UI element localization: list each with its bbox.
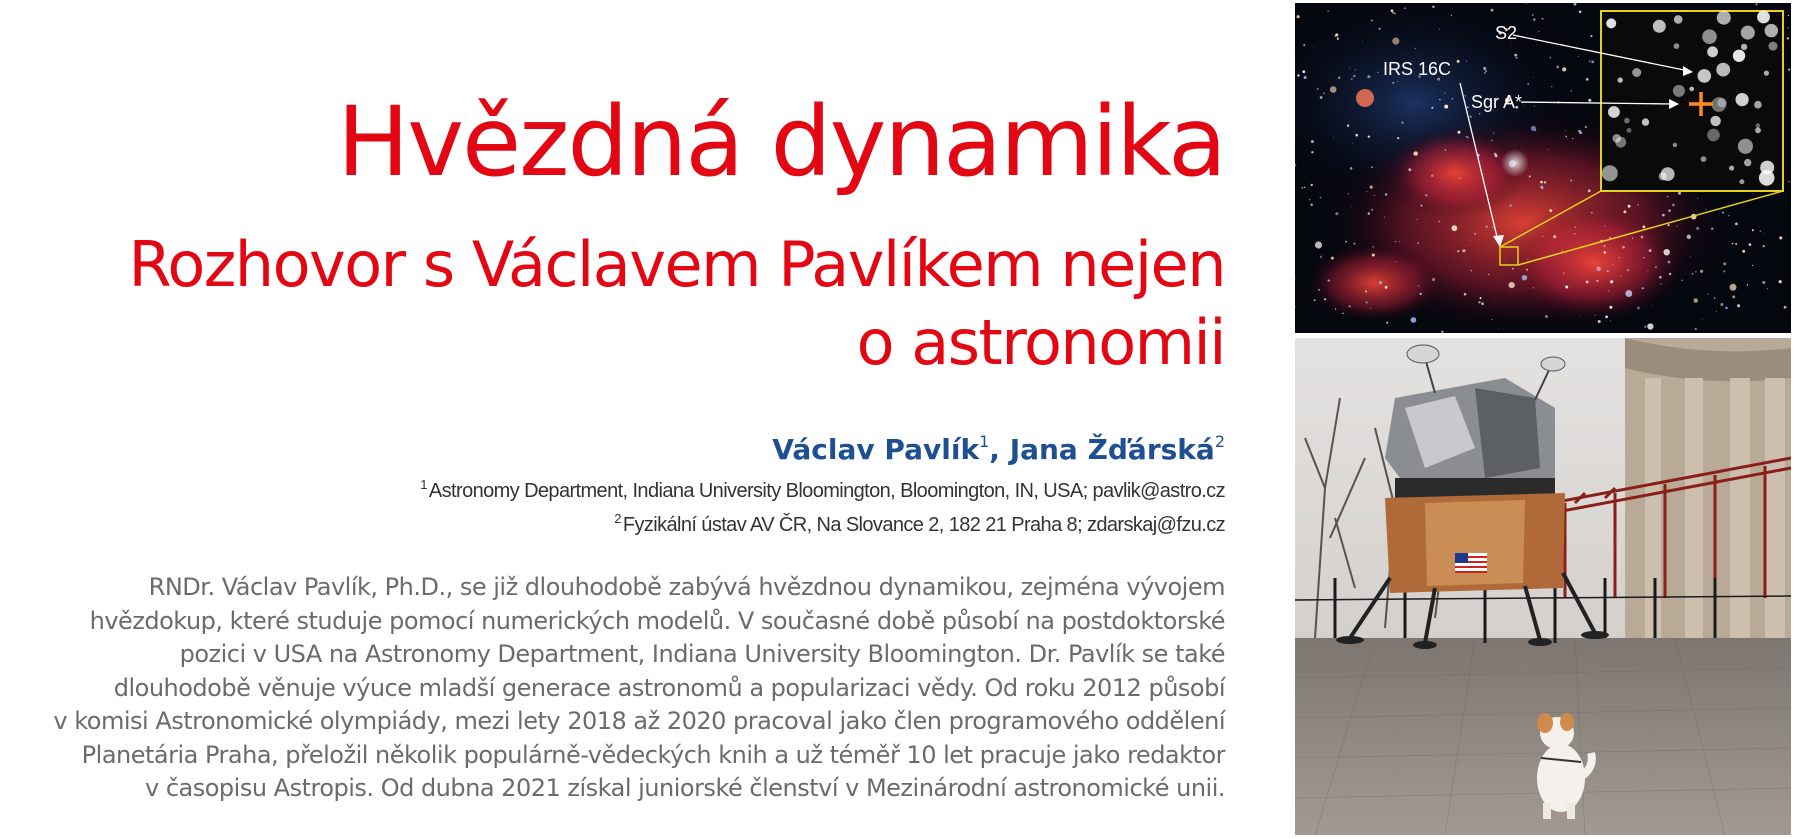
article-title: Hvězdná dynamika [337,86,1225,198]
galactic-center-image [1295,3,1791,333]
abstract-line: v časopisu Astropis. Od dubna 2021 získal juniorské členství v Mezinárodní astronomické unii. [145,774,1225,802]
lunar-lander-illustration [1295,338,1791,835]
abstract-line: dlouhodobě věnuje výuce mladší generace astronomů a popularizaci vědy. Od roku 2012 působí [113,673,1225,702]
affiliation [614,506,1225,538]
label-irs16c: IRS 16C [1383,59,1452,79]
zoom-inset-frame [1601,11,1783,191]
affiliation [420,472,1225,504]
abstract-line: v komisi Astronomické olympiády, mezi lety 2018 až 2020 pracoval jako člen programového oddělení [53,707,1225,735]
author-name: Jana Žďárská [1009,433,1215,466]
author-name: Václav Pavlík [772,433,980,466]
affiliation-text: Fyzikální ústav AV ČR, Na Slovance 2, 182 21 Praha 8; zdarskaj@fzu.cz [622,514,1225,536]
label-s2: S2 [1495,23,1518,43]
author-affiliation-number: 1 [979,432,990,451]
article-header [40,0,1225,838]
author-affiliation-number: 2 [1214,432,1225,451]
galactic-center-illustration [1295,3,1791,333]
affiliation-number: 2 [614,511,621,526]
label-sgr-a: Sgr A* [1471,92,1523,112]
abstract [53,571,1225,806]
subtitle-line: Rozhovor s Václavem Pavlíkem nejen [128,228,1225,301]
abstract-line: pozici v USA na Astronomy Department, Indiana University Bloomington. Dr. Pavlík se také [179,640,1225,668]
abstract-line: RNDr. Václav Pavlík, Ph.D., se již dlouhodobě zabývá hvězdnou dynamikou, zejména vývojem [148,573,1225,601]
author-separator: , [989,433,1010,466]
abstract-line: Planetária Praha, přeložil několik populárně-vědeckých knih a už téměř 10 let pracuje jako redaktor [81,740,1225,769]
abstract-line: hvězdokup, které studuje pomocí numerických modelů. V současné době působí na postdoktorské [89,606,1225,635]
affiliation-number: 1 [420,477,427,492]
article-subtitle [125,226,1225,382]
subtitle-line: o astronomii [856,306,1225,379]
lunar-lander-photo [1295,338,1791,835]
affiliation-text: Astronomy Department, Indiana University Bloomington, Bloomington, IN, USA; pavlik@astro.cz [428,480,1225,502]
author-list [772,424,1225,468]
